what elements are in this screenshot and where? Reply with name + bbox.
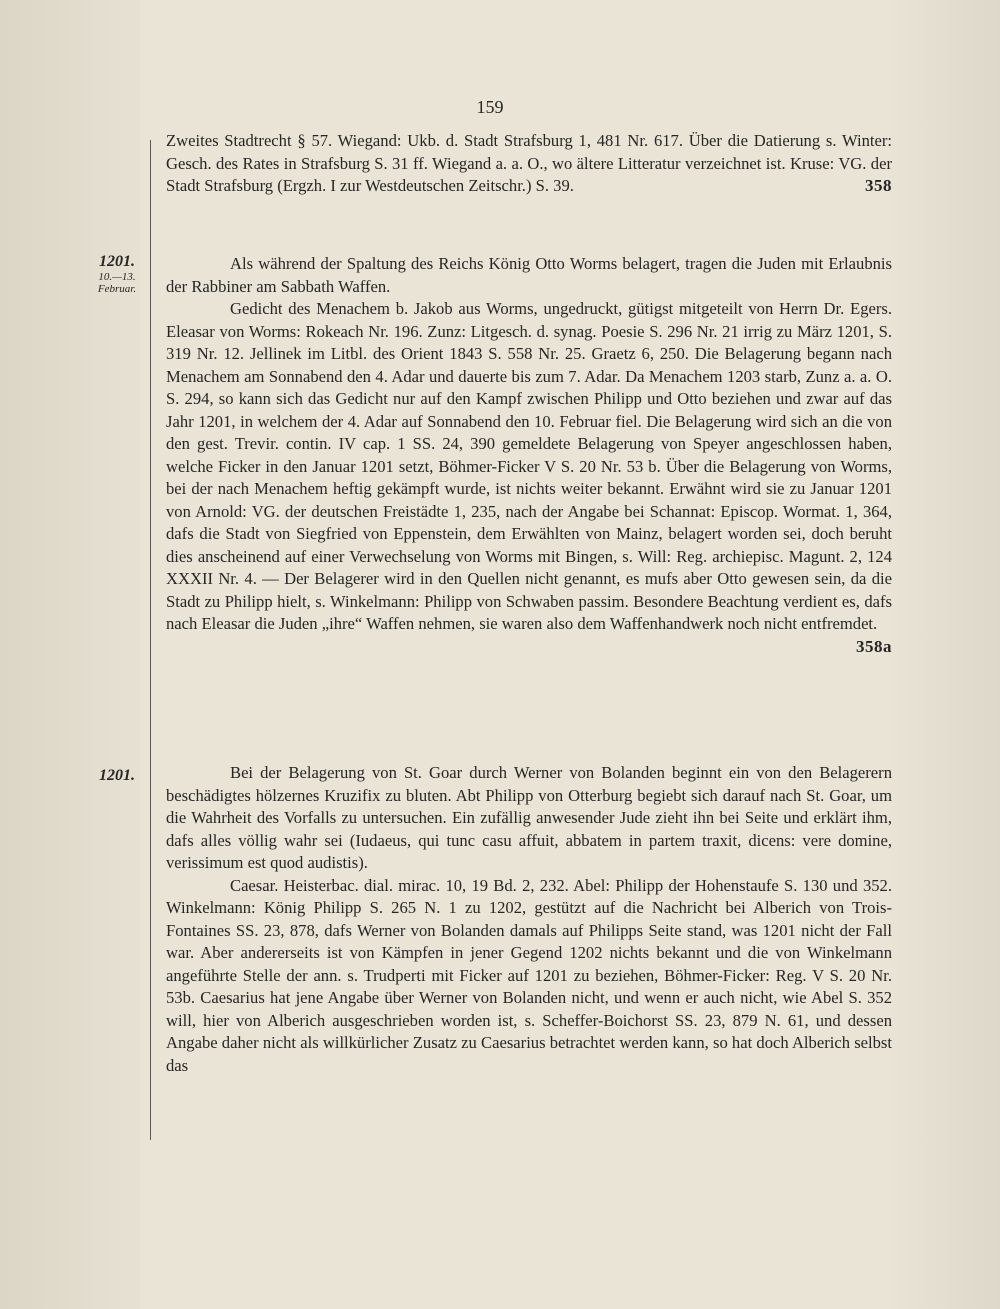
paragraph: Zweites Stadtrecht § 57. Wiegand: Ukb. d. Stadt Strafsburg 1, 481 Nr. 617. Über die Datierung s. Winter: Gesch. des Rates in Strafsburg S. 31 ff. Wiegand a. a. O., wo ältere Litteratur verzeichnet ist. Kruse: VG. der Stadt Strafsburg (Ergzh. I zur Westdeutschen Zeitschr.) S. 39. xyxy=(166,131,892,195)
margin-year: 1201. xyxy=(99,253,135,270)
margin-year: 1201. xyxy=(99,767,135,784)
margin-date-358 xyxy=(85,253,149,295)
regest-summary: Bei der Belagerung von St. Goar durch Werner von Bolanden beginnt ein von den Belagerern beschädigtes hölzernes Kruzifix zu bluten. Abt Philipp von Otterburg begiebt sich darauf nach St. Goar, um die Wahrheit des Vorfalls zu untersuchen. Ein zufällig anwesender Jude zieht ihn bei Seite und erklärt ihm, dafs alles völlig wahr sei (Iudaeus, qui tunc casu affuit, abbatem in partem traxit, dicens: vere domine, verissimum est quod audistis). xyxy=(166,763,892,872)
margin-rule xyxy=(150,140,151,1140)
item-number: 358a xyxy=(856,636,892,656)
section-358 xyxy=(166,253,892,658)
facing-page-bleed-right xyxy=(885,0,1000,1309)
item-number: 358 xyxy=(865,176,892,195)
page-number: 159 xyxy=(476,97,504,117)
section-358a xyxy=(166,762,892,1077)
margin-days: 10.—13. xyxy=(98,271,136,283)
section-357-tail xyxy=(166,130,892,198)
margin-date-358a xyxy=(85,767,149,785)
regest-summary: Als während der Spaltung des Reichs König Otto Worms belagert, tragen die Juden mit Erlaubnis der Rabbiner am Sabbath Waffen. xyxy=(166,254,892,296)
margin-month: Februar. xyxy=(97,283,137,295)
regest-commentary: Gedicht des Menachem b. Jakob aus Worms, ungedruckt, gütigst mitgeteilt von Herrn Dr. Egers. Eleasar von Worms: Rokeach Nr. 196. Zunz: Litgesch. d. synag. Poesie S. 296 Nr. 21 irrig zu März 1201, S. 319 Nr. 12. Jellinek im Litbl. des Orient 1843 S. 558 Nr. 25. Graetz 6, 250. Die Belagerung begann nach Menachem am Sonnabend den 4. Adar und dauerte bis zum 7. Adar. Da Menachem 1203 starb, Zunz a. a. O. S. 294, so kann sich das Gedicht nur auf den Kampf zwischen Philipp und Otto beziehen und zwar auf das Jahr 1201, in welchem der 4. Adar auf Sonnabend den 10. Februar fiel. Die Belagerung wird sich an die von den gest. Trevir. contin. IV cap. 1 SS. 24, 390 gemeldete Belagerung von Speyer angeschlossen haben, welche Ficker in den Januar 1201 setzt, Böhmer-Ficker V S. 20 Nr. 53 b. Über die Belagerung von Worms, bei der nach Menachem heftig gekämpft wurde, ist nichts weiter bekannt. Erwähnt wird sie zu Januar 1201 von Arnold: VG. der deutschen Freistädte 1, 235, nach der Angabe bei Schannat: Episcop. Wormat. 1, 364, dafs die Stadt von Siegfried von Eppenstein, dem Erwählten von Mainz, belagert worden sei, doch beruht dies anscheinend auf einer Verwechselung von Worms mit Bingen, s. Will: Reg. archiepisc. Magunt. 2, 124 XXXII Nr. 4. — Der Belagerer wird in den Quellen nicht genannt, es mufs aber Otto gewesen sein, da die Stadt zu Philipp hielt, s. Winkelmann: Philipp von Schwaben passim. Besondere Beachtung verdient es, dafs nach Eleasar die Juden „ihre“ Waffen nehmen, sie waren also dem Waffenhandwerk noch nicht entfremdet. xyxy=(166,299,892,633)
facing-page-bleed xyxy=(0,0,140,1309)
regest-commentary: Caesar. Heisterbac. dial. mirac. 10, 19 Bd. 2, 232. Abel: Philipp der Hohenstaufe S. 130 und 352. Winkelmann: König Philipp S. 265 N. 1 zu 1202, gestützt auf die Nachricht bei Alberich von Trois-Fontaines SS. 23, 878, dafs Werner von Bolanden damals auf Philipps Seite stand, was 1201 nicht der Fall war. Aber andererseits ist von Kämpfen in jener Gegend 1202 nichts bekannt und die von Winkelmann angeführte Stelle der ann. s. Trudperti mit Ficker auf 1201 zu beziehen, Böhmer-Ficker: Reg. V S. 20 Nr. 53b. Caesarius hat jene Angabe über Werner von Bolanden nicht, und wenn er auch nicht, wie Abel S. 352 will, hier von Alberich ausgeschrieben worden ist, s. Scheffer-Boichorst SS. 23, 879 N. 61, und dessen Angabe daher nicht als willkürlicher Zusatz zu Caesarius betrachtet werden kann, so hat doch Alberich selbst das xyxy=(166,875,892,1075)
